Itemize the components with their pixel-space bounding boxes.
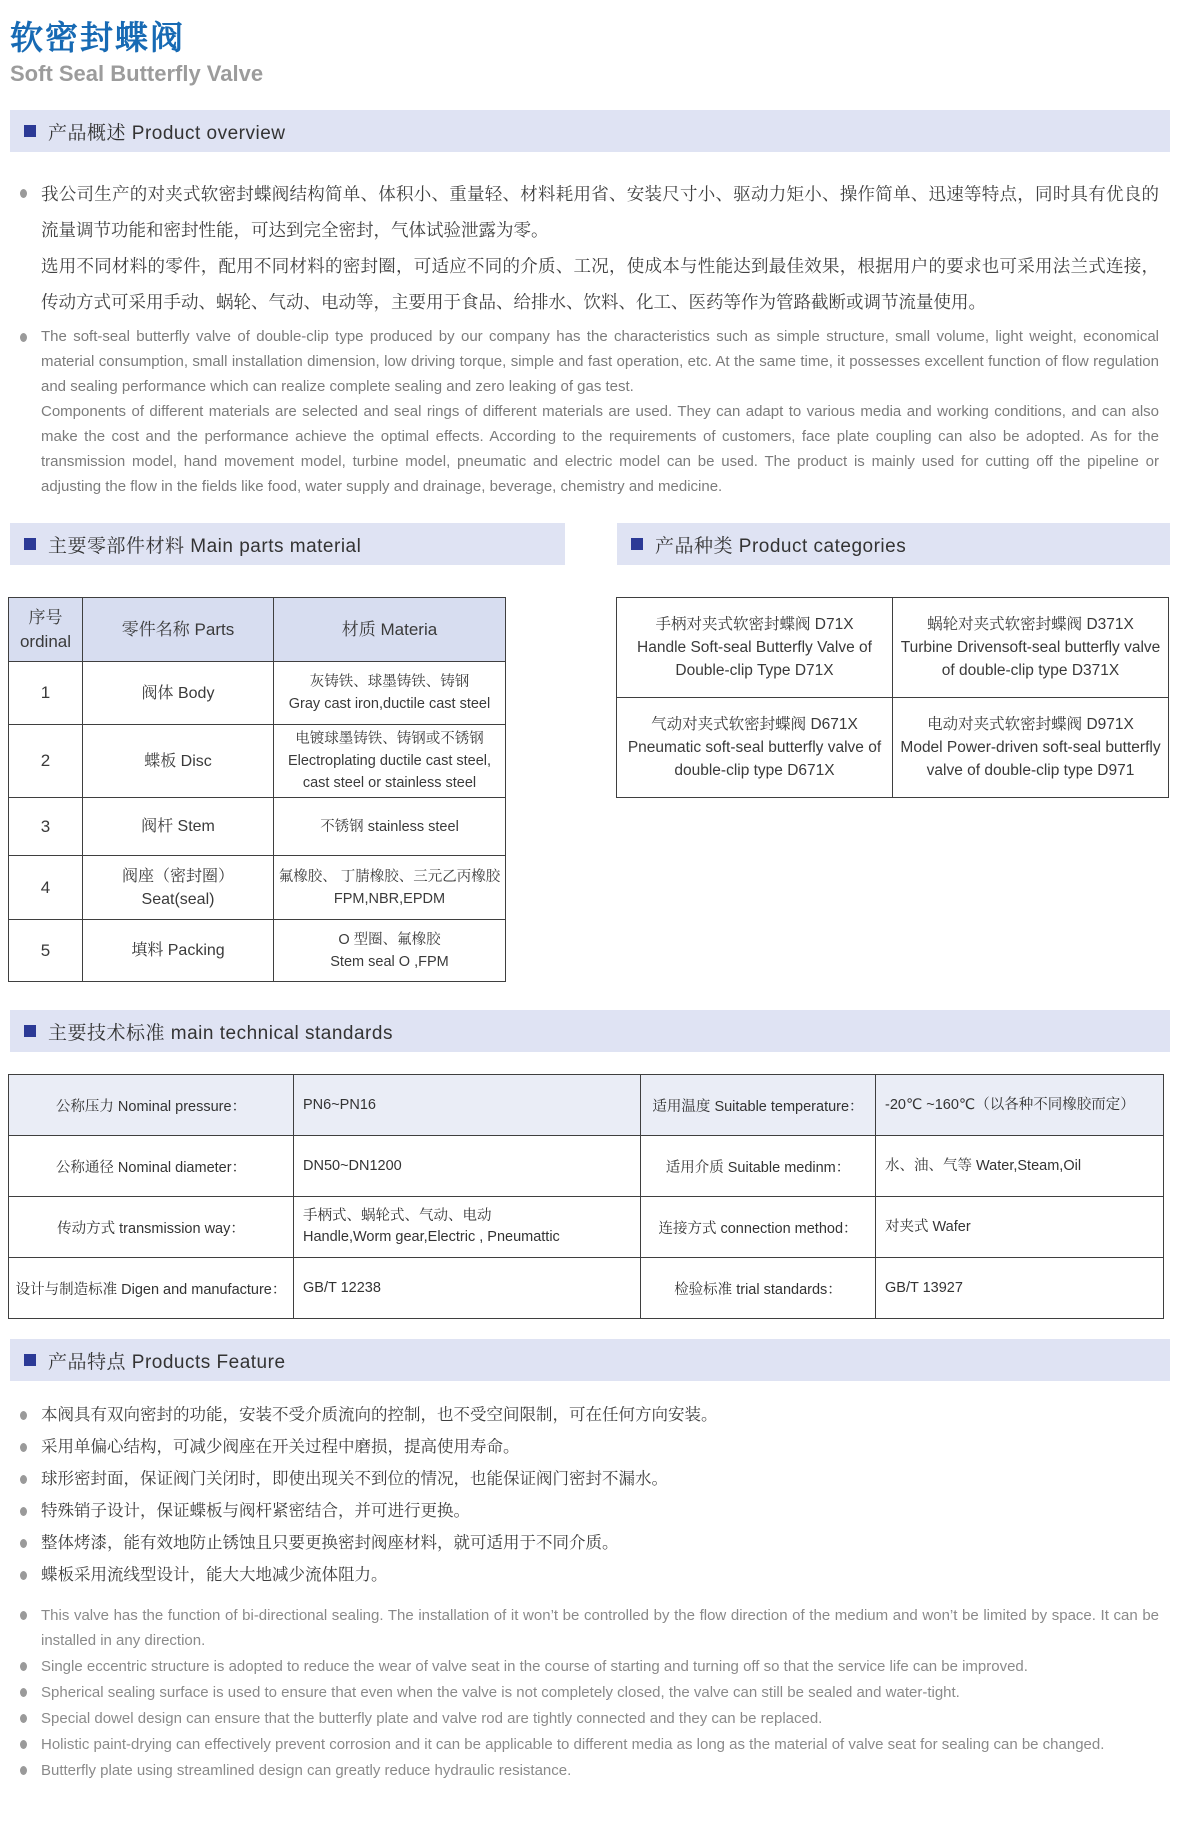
cell-part xyxy=(83,725,274,798)
cell-part xyxy=(83,798,274,856)
overview-en-para2: Components of different materials are selected and seal rings of different materials are used. They can adapt to various media and working conditions, and can also make the cost and the performance achieve the optimal effects. According to the requirements of customers, face plate coupling can also be adopted. As for the transmission model, hand movement model, turbine model, pneumatic and electric model can be used. The product is mainly used for cutting off the pipeline or adjusting the flow in the fields like food, water supply and drainage, beverage, chemistry and medicine. xyxy=(41,403,1159,495)
bullet-dot-icon xyxy=(20,1766,27,1775)
cell-ordinal: 5 xyxy=(9,920,83,982)
category-cell xyxy=(617,598,893,698)
bullet-dot-icon xyxy=(20,1507,27,1516)
overview-zh-para1: 我公司生产的对夹式软密封蝶阀结构简单、体积小、重量轻、材料耗用省、安装尺寸小、驱动力矩小、操作简单、迅速等特点，同时具有优良的流量调节功能和密封性能，可达到完全密封，气体试验泄露为零。 xyxy=(41,184,1159,240)
value-line: Handle,Worm gear,Electric , Pneumattic xyxy=(303,1229,560,1245)
cell-material xyxy=(274,725,506,798)
feature-zh-text: 采用单偏心结构，可减少阀座在开关过程中磨损，提高使用寿命。 xyxy=(41,1438,520,1456)
feature-en-text: Special dowel design can ensure that the butterfly plate and valve rod are tightly connected and they can be replaced. xyxy=(41,1710,823,1727)
feature-en-text: Holistic paint-drying can effectively prevent corrosion and it can be applicable to different media as long as the material of valve seat for sealing can be changed. xyxy=(41,1736,1105,1753)
header-line: 序号 xyxy=(28,607,63,627)
std-label: 检验标准 trial standards： xyxy=(641,1258,876,1319)
section-square-icon xyxy=(24,1025,36,1037)
cell-part xyxy=(83,920,274,982)
cell-material xyxy=(274,662,506,725)
page-title: 软密封蝶阀 xyxy=(10,19,185,56)
overview-en-text xyxy=(41,324,1159,499)
std-label: 设计与制造标准 Digen and manufacture： xyxy=(9,1258,294,1319)
cell-material xyxy=(274,798,506,856)
section-title-parts: 主要零部件材料 Main parts material xyxy=(48,535,362,557)
std-label: 连接方式 connection method： xyxy=(641,1197,876,1258)
std-label: 公称通径 Nominal diameter： xyxy=(9,1136,294,1197)
section-header-parts xyxy=(10,523,565,565)
section-title-standards: 主要技术标准 main technical standards xyxy=(48,1022,393,1044)
table-row xyxy=(9,1258,1164,1319)
material-line: 氟橡胶、 丁腈橡胶、三元乙丙橡胶 xyxy=(278,868,501,885)
value-line: 手柄式、蜗轮式、气动、电动 xyxy=(303,1208,492,1224)
category-en: Pneumatic soft-seal butterfly valve of double-clip type D671X xyxy=(627,739,882,779)
part-line: 蝶板 Disc xyxy=(144,752,212,770)
table-row xyxy=(9,856,506,920)
bullet-dot-icon xyxy=(20,1443,27,1452)
list-item xyxy=(20,1758,1164,1783)
cell-part xyxy=(83,856,274,920)
material-line: Electroplating ductile cast steel, xyxy=(287,753,492,769)
parts-header-name: 零件名称 Parts xyxy=(83,598,274,662)
table-row xyxy=(9,1075,1164,1136)
cell-ordinal: 4 xyxy=(9,856,83,920)
parts-header-material: 材质 Materia xyxy=(274,598,506,662)
table-row xyxy=(9,1197,1164,1258)
material-line: 灰铸铁、球墨铸铁、铸钢 xyxy=(309,674,470,690)
list-item xyxy=(20,1463,1164,1495)
list-item xyxy=(20,1559,1164,1591)
material-line: Stem seal O ,FPM xyxy=(330,953,449,970)
table-row xyxy=(9,725,506,798)
bullet-dot-icon xyxy=(20,1714,27,1723)
list-item xyxy=(20,1654,1164,1679)
std-value: 对夹式 Wafer xyxy=(876,1197,1164,1258)
feature-en-text: Butterfly plate using streamlined design can greatly reduce hydraulic resistance. xyxy=(41,1762,572,1779)
dual-section-headers xyxy=(10,523,1170,565)
category-zh: 手柄对夹式软密封蝶阀 D71X xyxy=(655,616,854,633)
cell-part xyxy=(83,662,274,725)
parts-header-ordinal xyxy=(9,598,83,662)
categories-table xyxy=(616,597,1169,798)
tables-row xyxy=(10,597,1170,982)
overview-zh-paragraph xyxy=(20,176,1164,320)
list-item xyxy=(20,1399,1164,1431)
bullet-dot-icon xyxy=(20,1475,27,1484)
part-line: 阀体 Body xyxy=(141,684,215,702)
category-zh: 蜗轮对夹式软密封蝶阀 D371X xyxy=(927,616,1134,633)
list-item xyxy=(20,1680,1164,1705)
std-label: 公称压力 Nominal pressure： xyxy=(9,1075,294,1136)
bullet-dot-icon xyxy=(20,1611,27,1620)
section-title-overview: 产品概述 Product overview xyxy=(48,122,286,144)
section-header-features xyxy=(10,1339,1170,1381)
category-cell xyxy=(617,698,893,798)
std-value xyxy=(294,1136,641,1197)
feature-zh-text: 本阀具有双向密封的功能，安装不受介质流向的控制，也不受空间限制，可在任何方向安装。 xyxy=(41,1406,718,1424)
bullet-dot-icon xyxy=(20,1411,27,1420)
section-square-icon xyxy=(24,1354,36,1366)
features-en-list xyxy=(10,1603,1170,1783)
category-en: Turbine Drivensoft-seal butterfly valve of double-clip type D371X xyxy=(900,639,1161,679)
list-item xyxy=(20,1732,1164,1757)
std-value xyxy=(294,1197,641,1258)
material-line: 电镀球墨铸铁、铸钢或不锈钢 xyxy=(295,731,484,747)
std-value: 水、油、气等 Water,Steam,Oil xyxy=(876,1136,1164,1197)
list-item xyxy=(20,1527,1164,1559)
feature-en-text: Single eccentric structure is adopted to reduce the wear of valve seat in the course of starting and turning off so that the service life can be improved. xyxy=(41,1658,1028,1675)
part-line: 阀座（密封圈） xyxy=(121,867,234,885)
material-line: cast steel or stainless steel xyxy=(302,775,477,791)
std-value xyxy=(294,1258,641,1319)
feature-zh-text: 特殊销子设计，保证蝶板与阀杆紧密结合，并可进行更换。 xyxy=(41,1502,470,1520)
feature-zh-text: 球形密封面，保证阀门关闭时，即使出现关不到位的情况，也能保证阀门密封不漏水。 xyxy=(41,1470,668,1488)
table-row xyxy=(9,1136,1164,1197)
part-line: 阀杆 Stem xyxy=(141,818,215,835)
category-zh: 气动对夹式软密封蝶阀 D671X xyxy=(651,716,858,733)
bullet-dot-icon xyxy=(20,1571,27,1580)
overview-zh-text xyxy=(41,176,1159,320)
feature-en-text: Spherical sealing surface is used to ensure that even when the valve is not completely closed, the valve can still be sealed and water-tight. xyxy=(41,1684,960,1701)
parts-header-row xyxy=(9,598,506,662)
material-line: FPM,NBR,EPDM xyxy=(333,890,446,907)
table-row xyxy=(617,598,1169,698)
page-subtitle: Soft Seal Butterfly Valve xyxy=(10,61,264,86)
category-zh: 电动对夹式软密封蝶阀 D971X xyxy=(927,716,1134,733)
overview-en-paragraph xyxy=(20,324,1164,499)
feature-zh-text: 蝶板采用流线型设计，能大大地减少流体阻力。 xyxy=(41,1566,388,1584)
header-line: ordinal xyxy=(19,631,72,651)
section-square-icon xyxy=(24,125,36,137)
value-line: GB/T 12238 xyxy=(303,1279,381,1296)
table-row xyxy=(617,698,1169,798)
section-header-categories xyxy=(617,523,1170,565)
table-row xyxy=(9,798,506,856)
section-header-standards xyxy=(10,1010,1170,1052)
table-row xyxy=(9,920,506,982)
category-cell xyxy=(893,598,1169,698)
std-label: 适用温度 Suitable temperature： xyxy=(641,1075,876,1136)
bullet-dot-icon xyxy=(20,189,27,198)
bullet-dot-icon xyxy=(20,1688,27,1697)
bullet-dot-icon xyxy=(20,1539,27,1548)
std-value: -20℃ ~160℃（以各种不同橡胶而定） xyxy=(876,1075,1164,1136)
category-en: Handle Soft-seal Butterfly Valve of Double-clip Type D71X xyxy=(637,639,872,679)
section-square-icon xyxy=(631,538,643,550)
cell-ordinal: 3 xyxy=(9,798,83,856)
std-label: 适用介质 Suitable medinm： xyxy=(641,1136,876,1197)
table-row xyxy=(9,662,506,725)
section-title-features: 产品特点 Products Feature xyxy=(48,1351,286,1373)
std-value xyxy=(294,1075,641,1136)
section-title-categories: 产品种类 Product categories xyxy=(655,535,907,557)
category-en: Model Power-driven soft-seal butterfly valve of double-clip type D971 xyxy=(900,739,1161,779)
section-header-overview xyxy=(10,110,1170,152)
material-line: Gray cast iron,ductile cast steel xyxy=(288,696,491,712)
bullet-dot-icon xyxy=(20,333,27,342)
cell-material xyxy=(274,920,506,982)
cell-material xyxy=(274,856,506,920)
overview-zh-para2: 选用不同材料的零件，配用不同材料的密封圈，可适应不同的介质、工况，使成本与性能达到最佳效果，根据用户的要求也可采用法兰式连接，传动方式可采用手动、蜗轮、气动、电动等，主要用于食品、给排水、饮料、化工、医药等作为管路截断或调节流量使用。 xyxy=(41,256,1159,312)
list-item xyxy=(20,1603,1164,1653)
part-line: 填料 Packing xyxy=(131,942,225,959)
cell-ordinal: 2 xyxy=(9,725,83,798)
bullet-dot-icon xyxy=(20,1740,27,1749)
list-item xyxy=(20,1431,1164,1463)
material-line: O 型圈、氟橡胶 xyxy=(338,931,441,948)
feature-en-text: This valve has the function of bi-directional sealing. The installation of it won’t be controlled by the flow direction of the medium and won’t be limited by space. It can be installed in any direction. xyxy=(41,1607,1159,1649)
standards-table xyxy=(8,1074,1164,1319)
bullet-dot-icon xyxy=(20,1662,27,1671)
parts-table xyxy=(8,597,506,982)
value-line: DN50~DN1200 xyxy=(303,1157,402,1174)
features-zh-list xyxy=(10,1399,1170,1591)
value-line: PN6~PN16 xyxy=(303,1096,376,1113)
list-item xyxy=(20,1495,1164,1527)
category-cell xyxy=(893,698,1169,798)
part-line: Seat(seal) xyxy=(141,890,215,908)
feature-zh-text: 整体烤漆，能有效地防止锈蚀且只要更换密封阀座材料，就可适用于不同介质。 xyxy=(41,1534,619,1552)
list-item xyxy=(20,1706,1164,1731)
material-line: 不锈钢 stainless steel xyxy=(320,818,459,835)
overview-en-para1: The soft-seal butterfly valve of double-clip type produced by our company has the characteristics such as simple structure, small volume, light weight, economical material consumption, small installation dimension, low driving torque, simple and fast operation, etc. At the same time, it possesses excellent function of flow regulation and sealing performance which can realize complete sealing and zero leaking of gas test. xyxy=(41,328,1159,395)
cell-ordinal: 1 xyxy=(9,662,83,725)
std-value: GB/T 13927 xyxy=(876,1258,1164,1319)
section-square-icon xyxy=(24,538,36,550)
std-label: 传动方式 transmission way： xyxy=(9,1197,294,1258)
